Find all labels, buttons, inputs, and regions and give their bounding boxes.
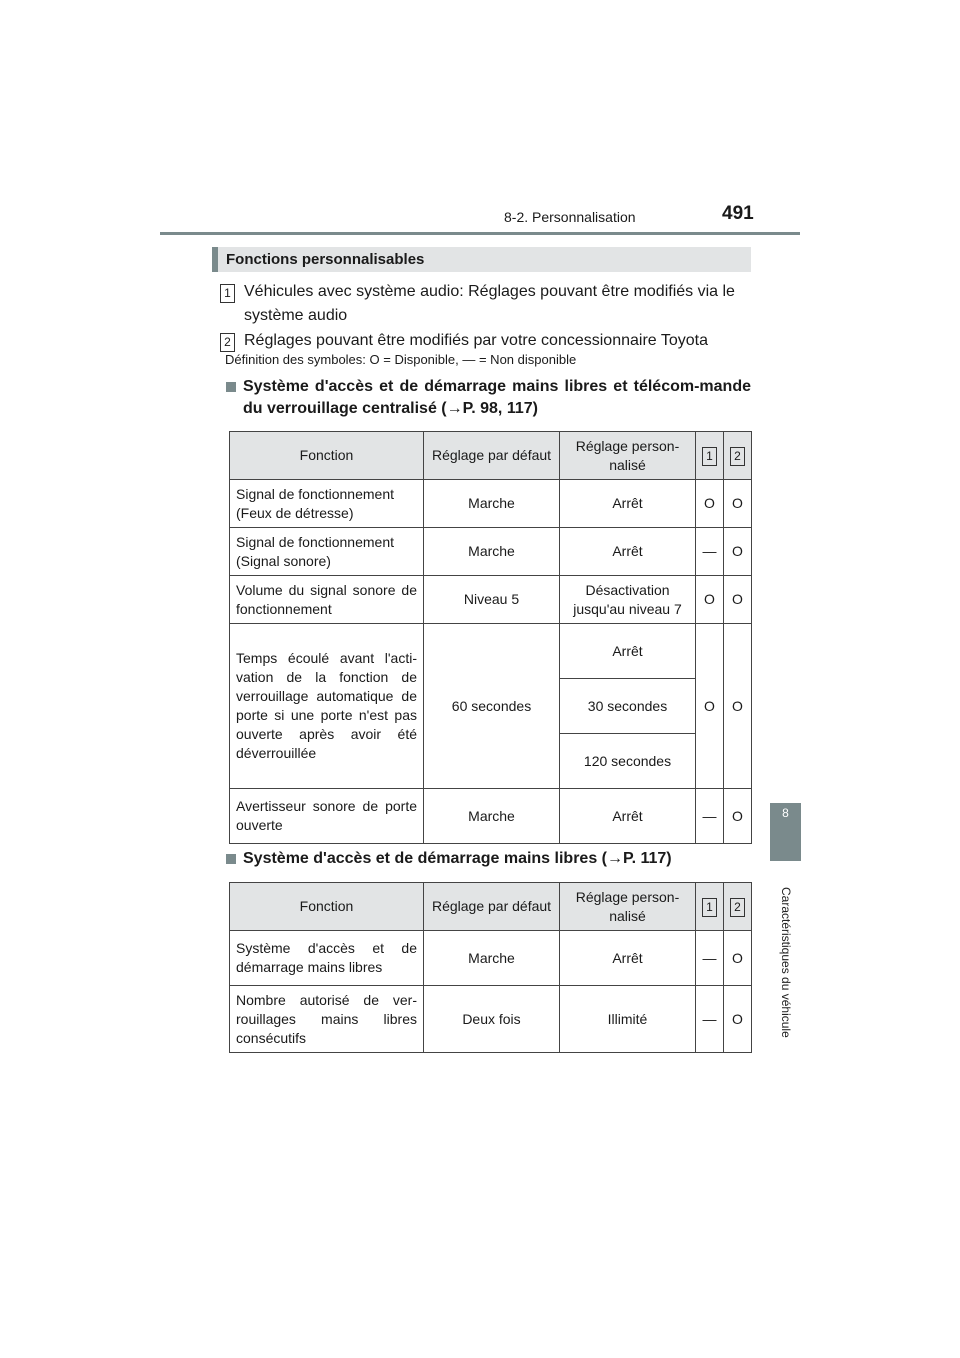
cell-col-2: O	[724, 480, 752, 528]
cell-col-1: O	[696, 576, 724, 624]
table-header-row	[230, 432, 752, 480]
cell-col-1: —	[696, 789, 724, 844]
table-row	[230, 789, 752, 844]
item-text: Réglages pouvant être modifiés par votre concessionnaire Toyota	[244, 332, 708, 349]
cell-function: Nombre autorisé de ver-rouillages mains libres consécutifs	[230, 986, 424, 1053]
cell-custom: Arrêt	[560, 528, 696, 576]
number-box-2: 2	[730, 898, 745, 917]
chapter-side-label	[773, 870, 799, 1055]
cell-custom: Arrêt	[560, 480, 696, 528]
header-function: Fonction	[230, 432, 424, 480]
table-row	[230, 576, 752, 624]
cell-col-1: —	[696, 986, 724, 1053]
cell-default: Marche	[424, 528, 560, 576]
table-row	[230, 931, 752, 986]
number-box-1: 1	[702, 447, 717, 466]
subsection-text: Système d'accès et de démarrage mains libres (→P. 117)	[243, 850, 672, 867]
cell-function: Système d'accès et de démarrage mains libres	[230, 931, 424, 986]
header-col-2	[724, 883, 752, 931]
cell-function: Signal de fonctionnement (Feux de détresse)	[230, 480, 424, 528]
numbered-item-2	[220, 329, 750, 353]
header-custom: Réglage person-nalisé	[560, 883, 696, 931]
cell-function: Avertisseur sonore de porte ouverte	[230, 789, 424, 844]
table-header-row	[230, 883, 752, 931]
cell-function: Volume du signal sonore de fonctionnement	[230, 576, 424, 624]
cell-default: Niveau 5	[424, 576, 560, 624]
table-row	[230, 528, 752, 576]
header-default: Réglage par défaut	[424, 432, 560, 480]
chapter-tab	[770, 803, 801, 861]
cell-col-1: —	[696, 931, 724, 986]
cell-default: Marche	[424, 931, 560, 986]
cell-default: Marche	[424, 480, 560, 528]
number-box-1: 1	[702, 898, 717, 917]
subsection-text: Système d'accès et de démarrage mains libres et télécom-mande du verrouillage centralisé (→P. 98, 117)	[243, 378, 751, 417]
cell-custom: Désactivation jusqu'au niveau 7	[560, 576, 696, 624]
item-text: Véhicules avec système audio: Réglages pouvant être modifiés via le système audio	[244, 283, 735, 324]
symbol-legend: Définition des symboles: O = Disponible, — = Non disponible	[225, 352, 577, 367]
cell-custom: Arrêt	[560, 789, 696, 844]
cell-col-2: O	[724, 528, 752, 576]
cell-custom: 120 secondes	[560, 734, 696, 789]
header-custom: Réglage person-nalisé	[560, 432, 696, 480]
square-bullet-icon	[226, 854, 236, 864]
cell-custom: Arrêt	[560, 931, 696, 986]
chapter-number: 8	[782, 806, 789, 820]
cell-col-1: O	[696, 624, 724, 789]
numbered-item-1	[220, 280, 750, 328]
number-box-1: 1	[220, 284, 235, 303]
cell-custom: Arrêt	[560, 624, 696, 679]
cell-default: Marche	[424, 789, 560, 844]
cell-col-1: O	[696, 480, 724, 528]
cell-col-2: O	[724, 624, 752, 789]
number-box-2: 2	[220, 333, 235, 352]
header-rule	[160, 232, 800, 235]
cell-col-2: O	[724, 789, 752, 844]
cell-col-2: O	[724, 931, 752, 986]
page-number: 491	[722, 203, 754, 224]
header-function: Fonction	[230, 883, 424, 931]
number-box-2: 2	[730, 447, 745, 466]
customization-table-2	[229, 882, 752, 1053]
square-bullet-icon	[226, 382, 236, 392]
header-col-1	[696, 883, 724, 931]
cell-col-2: O	[724, 986, 752, 1053]
cell-function: Signal de fonctionnement (Signal sonore)	[230, 528, 424, 576]
running-header-section: 8-2. Personnalisation	[504, 209, 636, 225]
header-col-1	[696, 432, 724, 480]
cell-default: Deux fois	[424, 986, 560, 1053]
table-row	[230, 480, 752, 528]
cell-col-2: O	[724, 576, 752, 624]
chapter-title: Caractéristiques du véhicule	[779, 887, 793, 1038]
cell-default: 60 secondes	[424, 624, 560, 789]
cell-custom: 30 secondes	[560, 679, 696, 734]
cell-custom: Illimité	[560, 986, 696, 1053]
cell-col-1: —	[696, 528, 724, 576]
customization-table-1	[229, 431, 752, 844]
section-title: Fonctions personnalisables	[212, 247, 751, 272]
header-col-2	[724, 432, 752, 480]
table-row	[230, 986, 752, 1053]
table-row	[230, 624, 752, 679]
cell-function: Temps écoulé avant l'acti-vation de la fonction de verrouillage automatique de porte si une porte n'est pas ouverte après avoir été déverrouillée	[230, 624, 424, 789]
subsection-title-2	[226, 848, 751, 870]
header-default: Réglage par défaut	[424, 883, 560, 931]
subsection-title-1	[226, 376, 751, 422]
